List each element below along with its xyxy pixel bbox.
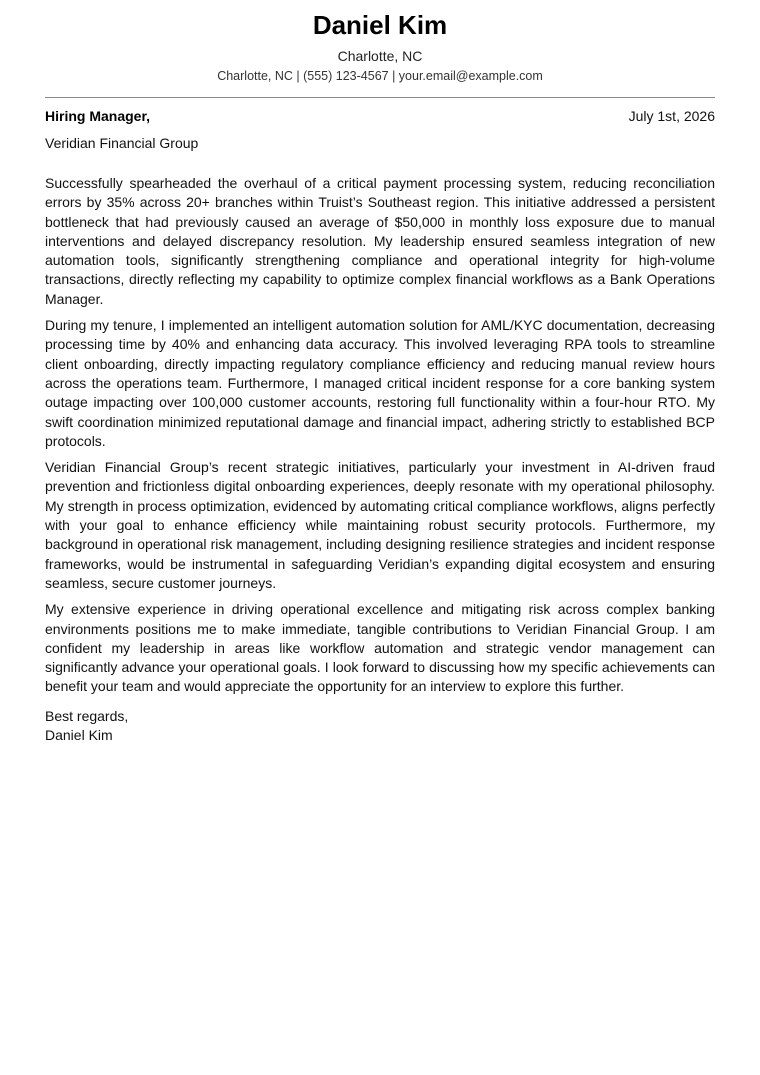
closing-phrase: Best regards,	[45, 707, 129, 724]
applicant-contact-line: Charlotte, NC | (555) 123-4567 | your.email@example.com	[217, 69, 543, 83]
header-divider	[45, 97, 715, 98]
body-paragraph: Veridian Financial Group’s recent strategic initiatives, particularly your investment in AI-driven fraud prevention and frictionless digital onboarding experiences, deeply resonate with my operational philosophy. My strength in process optimization, evidenced by automating critical compliance workflows, aligns perfectly with your goal to enhance efficiency while maintaining robust security protocols. Furthermore, my background in operational risk management, including designing resilience strategies and incident response frameworks, would be instrumental in safeguarding Veridian’s expanding digital ecosystem and ensuring seamless, secure customer journeys.	[45, 459, 715, 591]
applicant-city: Charlotte, NC	[337, 48, 423, 64]
body-paragraph: My extensive experience in driving operational excellence and mitigating risk across complex banking environments positions me to make immediate, tangible contributions to Veridian Financial Group. I am confident my leadership in areas like workflow automation and strategic vendor management can significantly advance your operational goals. I look forward to discussing how my specific achievements can benefit your team and would appreciate the opportunity for an interview to explore this further.	[45, 601, 715, 695]
letter-body	[45, 174, 715, 697]
letter-header	[45, 0, 715, 84]
recipient-date-row	[45, 107, 715, 126]
recipient-company: Veridian Financial Group	[45, 135, 199, 151]
letter-closing	[45, 707, 715, 746]
letter-date: July 1st, 2026	[628, 108, 715, 124]
signature-name: Daniel Kim	[45, 727, 113, 744]
body-paragraph: During my tenure, I implemented an intelligent automation solution for AML/KYC documentation, decreasing processing time by 40% and enhancing data accuracy. This involved leveraging RPA tools to streamline client onboarding, directly impacting regulatory compliance efficiency and reducing manual review hours across the operations team. Furthermore, I managed critical incident response for a core banking system outage impacting over 100,000 customer accounts, restoring full functionality within a four-hour RTO. My swift coordination minimized reputational damage and financial impact, adhering strictly to established BCP protocols.	[45, 317, 715, 449]
recipient-salutation: Hiring Manager,	[45, 108, 151, 124]
applicant-name: Daniel Kim	[312, 10, 448, 40]
body-paragraph: Successfully spearheaded the overhaul of a critical payment processing system, reducing reconciliation errors by 35% across 20+ branches within Truist’s Southeast region. This initiative addressed a persistent bottleneck that had previously caused an average of $50,000 in monthly loss exposure due to manual interventions and delayed discrepancy resolution. My leadership ensured seamless integration of new automation tools, significantly strengthening compliance and operational integrity for high-volume transactions, directly reflecting my capability to optimize complex financial workflows as a Bank Operations Manager.	[45, 175, 715, 307]
